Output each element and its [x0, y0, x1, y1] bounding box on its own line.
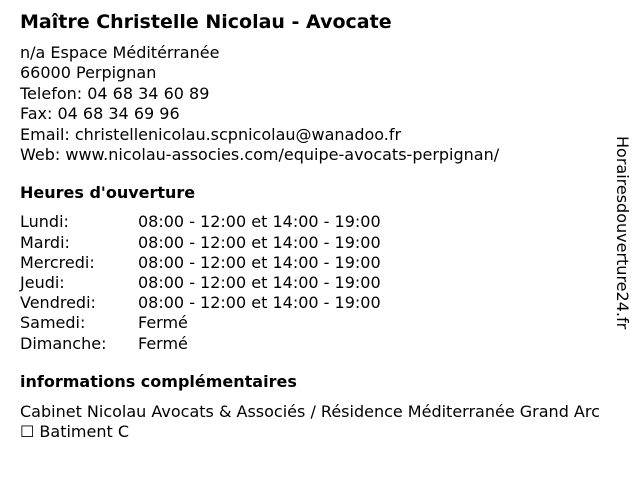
- business-name: Maître Christelle Nicolau - Avocate: [20, 11, 392, 33]
- site-watermark: [612, 136, 632, 342]
- city-line: 66000 Perpignan: [20, 63, 157, 83]
- hours-row-saturday: [20, 313, 616, 333]
- day-label: Lundi:: [20, 212, 69, 232]
- hours-value: 08:00 - 12:00 et 14:00 - 19:00: [138, 252, 381, 272]
- day-label: Jeudi:: [20, 273, 65, 293]
- info-text: Cabinet Nicolau Avocats & Associés / Résidence Méditerranée Grand Arc ☐ Batiment C: [20, 401, 600, 442]
- day-label: Mercredi:: [20, 252, 95, 272]
- hours-row-wednesday: [20, 253, 616, 273]
- day-label: Vendredi:: [20, 293, 96, 313]
- phone-line: Telefon: 04 68 34 60 89: [20, 83, 210, 103]
- hours-row-tuesday: [20, 233, 616, 253]
- fax-line: Fax: 04 68 34 69 96: [20, 104, 180, 124]
- hours-table: [20, 212, 616, 353]
- hours-value: 08:00 - 12:00 et 14:00 - 19:00: [138, 232, 381, 252]
- hours-row-friday: [20, 293, 616, 313]
- day-label: Dimanche:: [20, 333, 107, 353]
- business-card: [20, 9, 616, 443]
- hours-value: Fermé: [138, 313, 188, 333]
- day-label: Mardi:: [20, 232, 70, 252]
- web-line: Web: www.nicolau-associes.com/equipe-avocats-perpignan/: [20, 145, 500, 165]
- hours-row-sunday: [20, 334, 616, 354]
- day-label: Samedi:: [20, 313, 86, 333]
- hours-value: 08:00 - 12:00 et 14:00 - 19:00: [138, 293, 381, 313]
- hours-row-monday: [20, 212, 616, 232]
- hours-heading: Heures d'ouverture: [20, 183, 196, 203]
- address-block: [20, 43, 616, 165]
- watermark-text: Horairesdouverture24.fr: [613, 136, 632, 330]
- hours-row-thursday: [20, 273, 616, 293]
- email-line: Email: christellenicolau.scpnicolau@wanadoo.fr: [20, 124, 402, 144]
- info-heading: informations complémentaires: [20, 371, 297, 391]
- hours-value: 08:00 - 12:00 et 14:00 - 19:00: [138, 273, 381, 293]
- address-line: n/a Espace Méditérranée: [20, 43, 220, 62]
- hours-value: Fermé: [138, 333, 188, 353]
- hours-value: 08:00 - 12:00 et 14:00 - 19:00: [138, 212, 381, 232]
